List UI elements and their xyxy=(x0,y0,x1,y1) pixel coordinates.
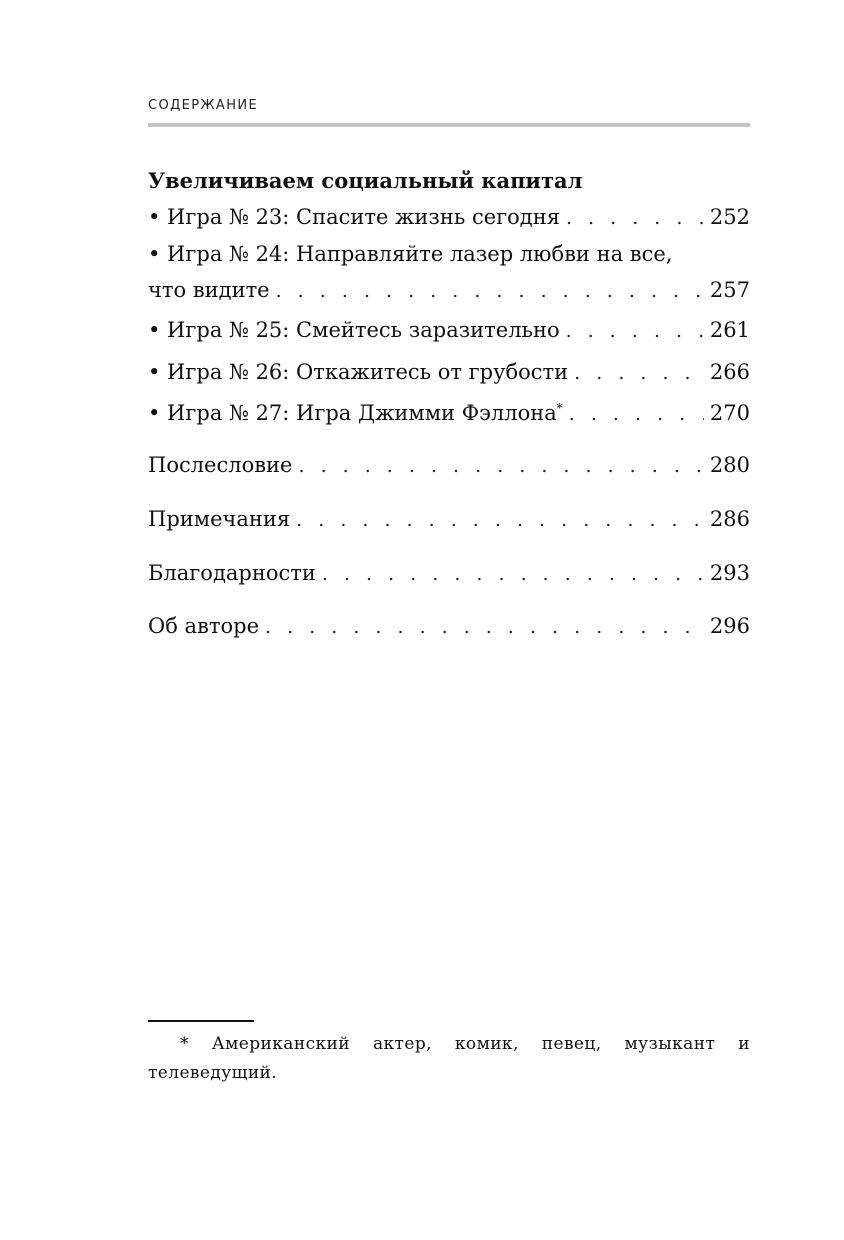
dot-leader xyxy=(566,207,704,229)
footnote-mark[interactable]: * xyxy=(556,401,563,415)
dot-leader xyxy=(566,320,704,342)
toc-entry-title: • Игра № 27: Игра Джимми Фэллона xyxy=(148,401,557,425)
toc-page-number: 286 xyxy=(709,507,750,531)
dot-leader xyxy=(574,362,704,384)
toc-entry-game-24[interactable] xyxy=(148,242,750,312)
dot-leader xyxy=(298,455,703,477)
toc-page-number: 252 xyxy=(709,205,750,229)
toc-entry-text: Благодарности xyxy=(148,561,316,585)
dot-leader xyxy=(569,403,704,425)
toc-entry-text-line1: • Игра № 24: Направляйте лазер любви на все, xyxy=(148,242,673,266)
toc-page-number: 261 xyxy=(709,318,750,342)
dot-leader xyxy=(276,280,704,302)
toc-entry-text: Примечания xyxy=(148,507,291,531)
section-title: Увеличиваем социальный капитал xyxy=(148,168,583,193)
toc-entry-game-27[interactable] xyxy=(148,401,750,433)
toc-entry-text: • Игра № 25: Смейтесь заразительно xyxy=(148,318,560,342)
toc-page-number: 293 xyxy=(709,561,750,585)
toc-entry-acknowledgments[interactable] xyxy=(148,561,750,593)
dot-leader xyxy=(265,616,704,638)
toc-entry-text xyxy=(148,401,563,425)
toc-page-number: 270 xyxy=(709,401,750,425)
toc-entry-afterword[interactable] xyxy=(148,453,750,485)
toc-entry-game-26[interactable] xyxy=(148,360,750,392)
dot-leader xyxy=(322,563,704,585)
toc-entry-game-25[interactable] xyxy=(148,318,750,350)
toc-page-number: 296 xyxy=(709,614,750,638)
toc-page-number: 266 xyxy=(709,360,750,384)
footnote-rule xyxy=(148,1020,254,1022)
header-rule xyxy=(148,123,750,127)
toc-entry-text: Послесловие xyxy=(148,453,293,477)
toc-entry-text: • Игра № 23: Спасите жизнь сегодня xyxy=(148,205,560,229)
toc-entry-game-23[interactable] xyxy=(148,205,750,237)
footnote-text: * Американский актер, комик, певец, музыкант и телеведущий. xyxy=(148,1034,750,1083)
toc-entry-about-author[interactable] xyxy=(148,614,750,646)
toc-entry-text: Об авторе xyxy=(148,614,260,638)
toc-entry-notes[interactable] xyxy=(148,507,750,539)
toc-page-number: 257 xyxy=(709,278,750,302)
toc-entry-text: • Игра № 26: Откажитесь от грубости xyxy=(148,360,569,384)
toc-page-number: 280 xyxy=(709,453,750,477)
dot-leader xyxy=(296,509,704,531)
running-head: СОДЕРЖАНИЕ xyxy=(148,98,259,113)
toc-entry-text: что видите xyxy=(148,278,270,302)
